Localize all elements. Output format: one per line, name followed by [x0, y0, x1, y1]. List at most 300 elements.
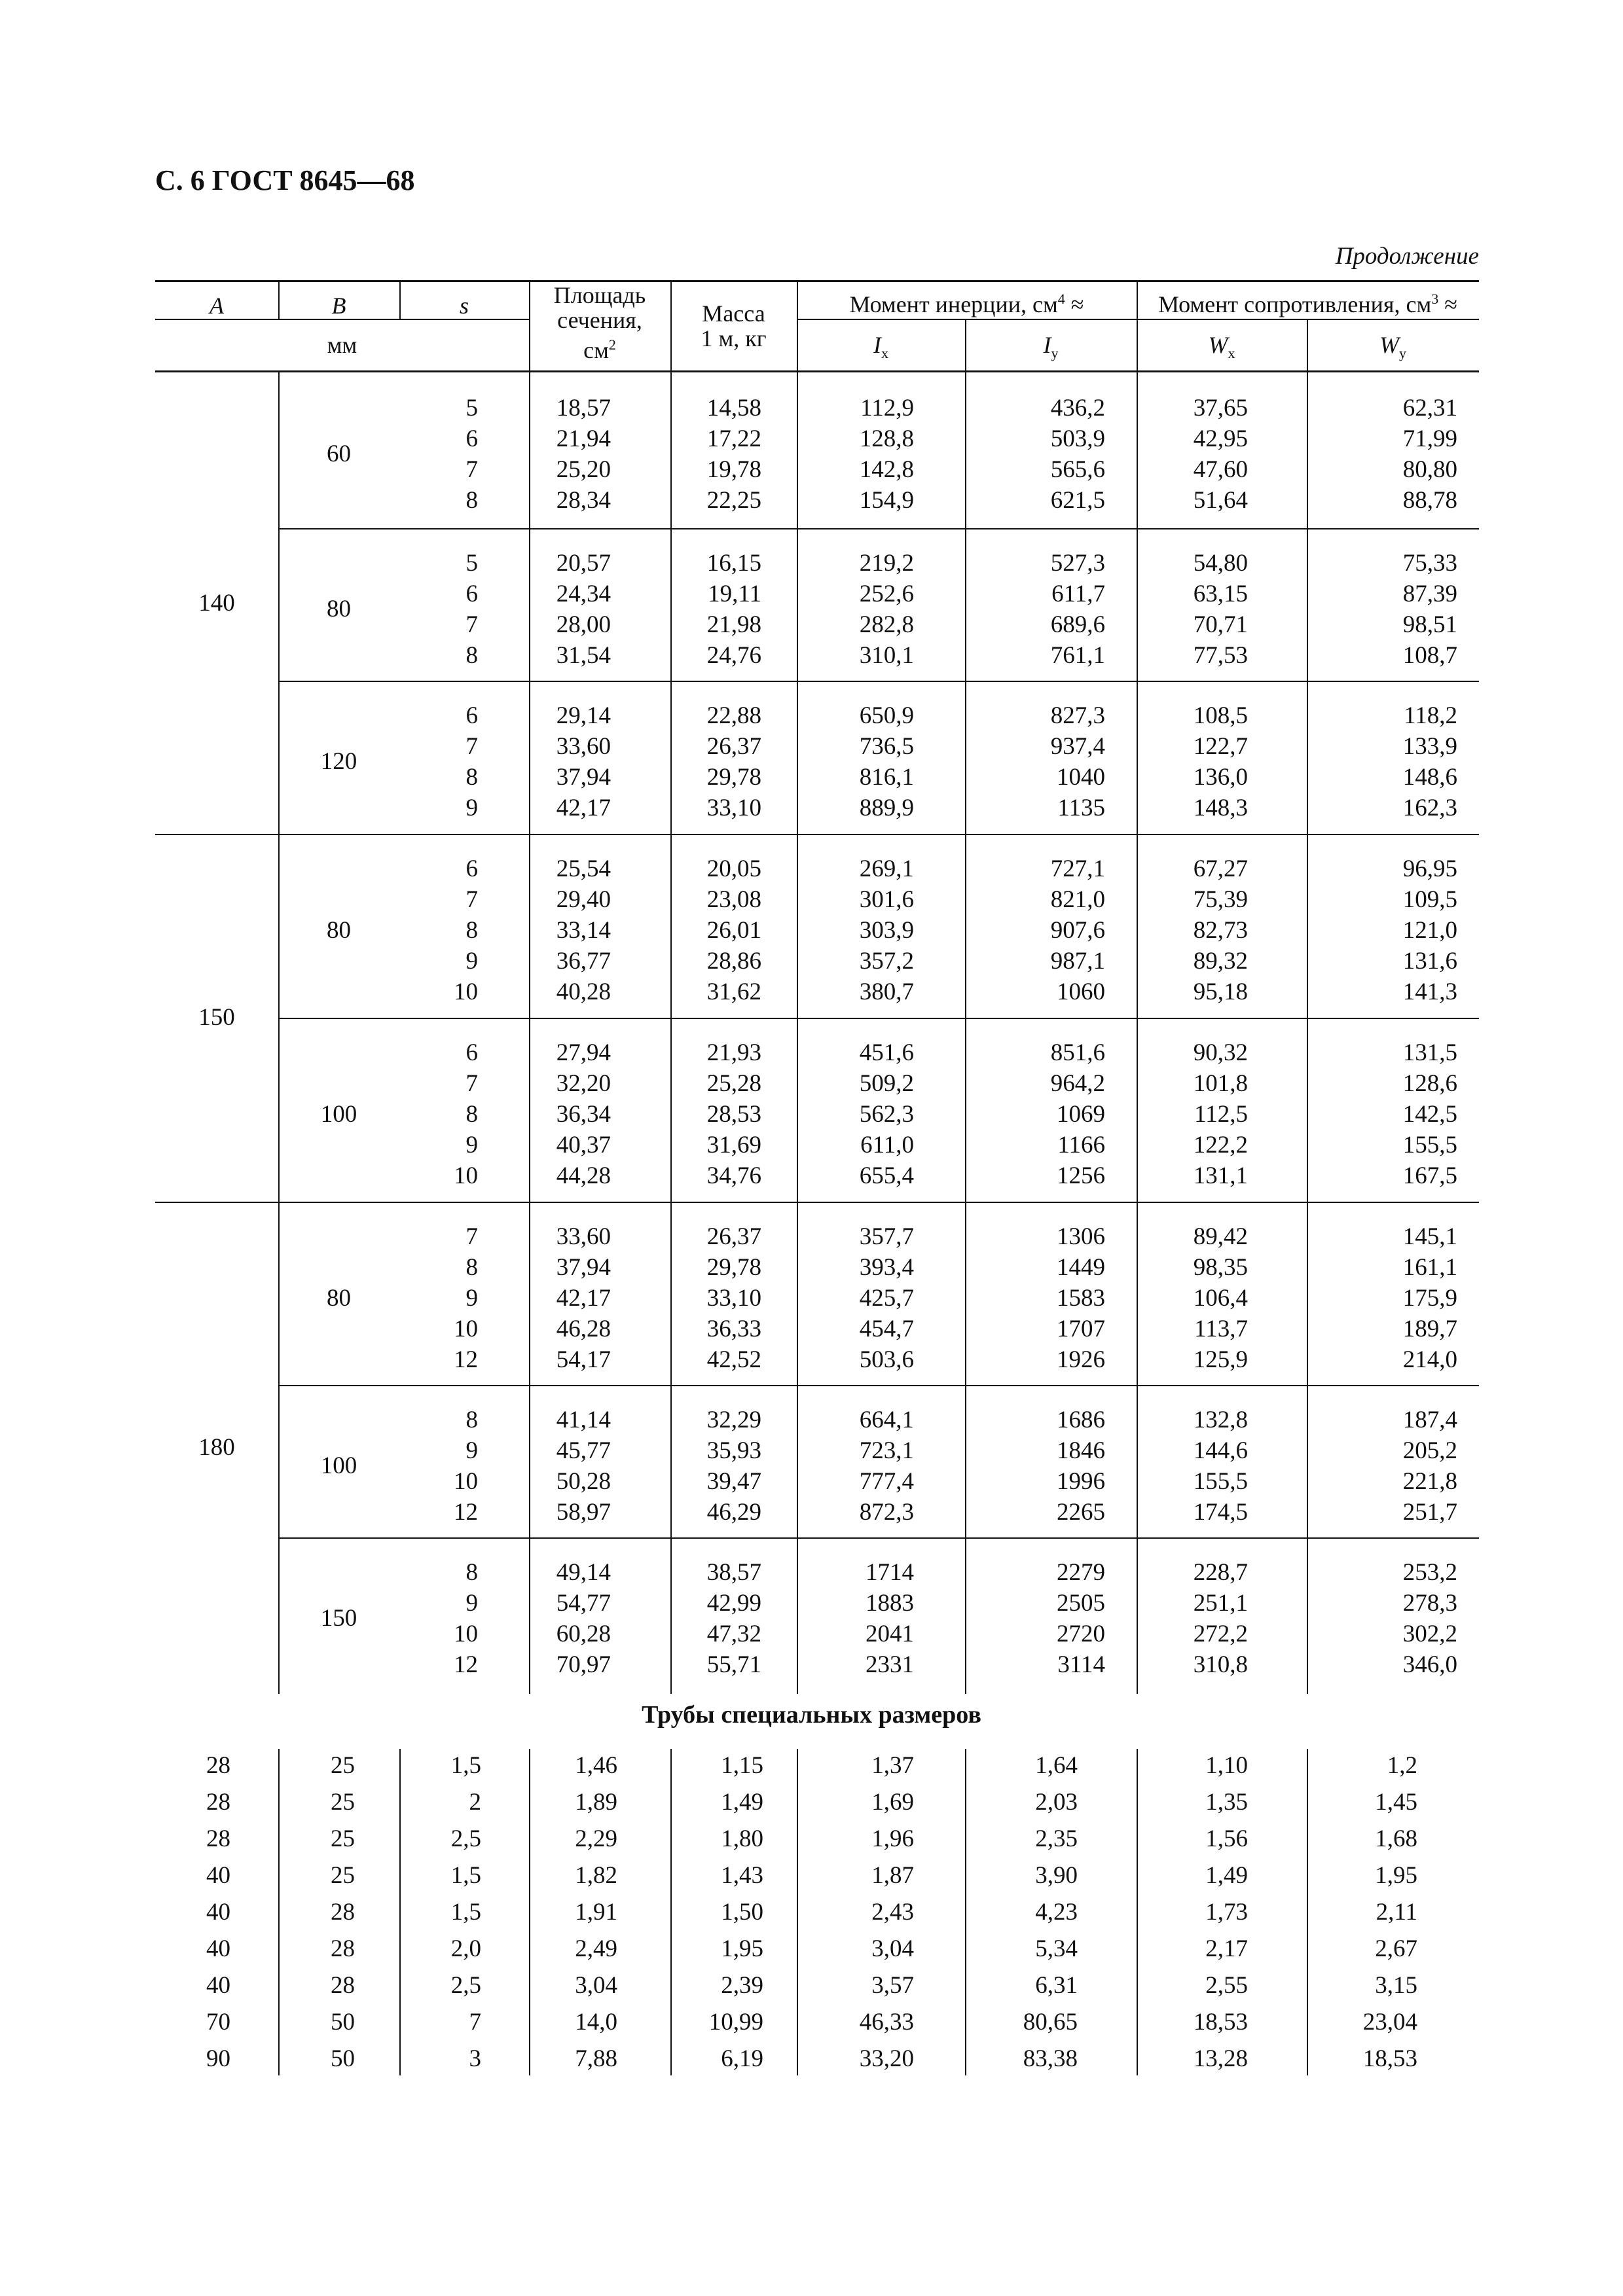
wx-values: [1194, 853, 1248, 1007]
area-values-value: 50,28: [556, 1468, 611, 1495]
area-values: [556, 1405, 611, 1528]
column-divider: [278, 370, 280, 1694]
header-top-rule: [155, 280, 1479, 282]
ix-values-value: 889,9: [859, 795, 914, 821]
area-values-value: 33,60: [556, 1223, 611, 1250]
a-value: 140: [198, 590, 235, 617]
s-value: 1,5: [450, 1862, 481, 1889]
wy-values: [1403, 853, 1457, 1007]
s-values-value: 8: [465, 642, 478, 669]
area-values-value: 37,94: [556, 1254, 611, 1281]
iy-values-value: 1707: [1057, 1316, 1105, 1342]
ix-values-value: 252,6: [859, 581, 914, 607]
area-values-value: 45,77: [556, 1437, 611, 1464]
col-a-header: [210, 293, 224, 318]
units-mm-header: мм: [327, 332, 357, 358]
s-values-value: 10: [454, 1621, 478, 1647]
b-value: 60: [327, 440, 351, 467]
s-values-value: 6: [465, 702, 478, 729]
area-values-value: 44,28: [556, 1162, 611, 1189]
iy-values-value: 1449: [1057, 1254, 1105, 1281]
iy-value: 80,65: [1023, 2009, 1078, 2036]
wx-values-value: 113,7: [1194, 1316, 1248, 1342]
s-values-value: 9: [465, 1437, 478, 1464]
ix-values-value: 142,8: [859, 456, 914, 483]
s-value: 2,5: [450, 1972, 481, 1999]
mass-values-value: 35,93: [706, 1437, 761, 1464]
area-value: 1,91: [575, 1899, 617, 1926]
area-values-value: 42,17: [556, 1285, 611, 1312]
iy-values: [1057, 1221, 1105, 1375]
b-value: 80: [327, 596, 351, 622]
mass-values-value: 31,62: [706, 978, 761, 1005]
mass-values-value: 29,78: [706, 764, 761, 791]
area-value: 2,29: [575, 1825, 617, 1852]
wy-values: [1403, 1037, 1457, 1191]
iy-values-value: 565,6: [1050, 456, 1105, 483]
area-values-value: 36,34: [556, 1101, 611, 1128]
wy-values-value: 141,3: [1402, 978, 1457, 1005]
mass-values-value: 22,88: [706, 702, 761, 729]
mass-value: 1,80: [721, 1825, 763, 1852]
area-value: 14,0: [575, 2009, 617, 2036]
a-value: 90: [206, 2045, 230, 2072]
wy-values: [1403, 700, 1457, 823]
ix-values-value: 736,5: [859, 733, 914, 760]
group-separator: [278, 528, 1479, 529]
iy-values-value: 1686: [1057, 1407, 1105, 1433]
wy-values: [1403, 548, 1457, 671]
mass-values-value: 28,86: [706, 948, 761, 975]
s-value: 1,5: [450, 1752, 481, 1779]
s-values-value: 8: [465, 1101, 478, 1128]
ix-values-value: 562,3: [859, 1101, 914, 1128]
wx-values-value: 98,35: [1193, 1254, 1248, 1281]
s-value: 2,5: [450, 1825, 481, 1852]
b-value: 120: [320, 748, 357, 775]
wx-values-value: 155,5: [1193, 1468, 1248, 1495]
wy-values-value: 121,0: [1402, 917, 1457, 944]
s-values-value: 10: [454, 1316, 478, 1342]
column-divider: [529, 1749, 530, 2075]
wx-values-value: 82,73: [1193, 917, 1248, 944]
iy-header: $I_y$: [1043, 332, 1059, 362]
ix-values: [860, 700, 914, 823]
iy-values-value: 987,1: [1050, 948, 1105, 975]
iy-values-value: 937,4: [1050, 733, 1105, 760]
wy-value: 2,67: [1375, 1935, 1417, 1962]
mass-values-value: 36,33: [706, 1316, 761, 1342]
header-divider: [965, 319, 966, 370]
mass-values-value: 25,28: [706, 1070, 761, 1097]
wx-values-value: 174,5: [1193, 1499, 1248, 1526]
wy-values-value: 253,2: [1402, 1559, 1457, 1586]
column-divider: [797, 1749, 798, 2075]
ix-values-value: 655,4: [859, 1162, 914, 1189]
ix-values-value: 1883: [866, 1590, 914, 1617]
area-values-value: 70,97: [556, 1651, 611, 1678]
iy-values-value: 1166: [1057, 1132, 1105, 1158]
ix-values-value: 269,1: [859, 855, 914, 882]
mass-values-value: 26,37: [706, 1223, 761, 1250]
wy-values-value: 148,6: [1402, 764, 1457, 791]
wy-values-value: 96,95: [1402, 855, 1457, 882]
s-values: [466, 548, 479, 671]
ix-values-value: 723,1: [859, 1437, 914, 1464]
mass-values: [707, 1221, 761, 1375]
wx-values-value: 51,64: [1193, 487, 1248, 514]
group-separator: [278, 681, 1479, 682]
iy-values-value: 1583: [1057, 1285, 1105, 1312]
ix-values-value: 509,2: [859, 1070, 914, 1097]
area-values-value: 29,40: [556, 886, 611, 913]
area-values-value: 36,77: [556, 948, 611, 975]
mass-values-value: 23,08: [706, 886, 761, 913]
mass-values-value: 42,99: [706, 1590, 761, 1617]
area-values-value: 37,94: [556, 764, 611, 791]
mass-values-value: 21,98: [706, 611, 761, 638]
mass-values-value: 33,10: [706, 795, 761, 821]
iy-values: [1057, 1557, 1105, 1680]
column-divider: [670, 370, 672, 1694]
s-values-value: 7: [465, 886, 478, 913]
wx-values: [1194, 1557, 1248, 1680]
area-values-value: 54,17: [556, 1346, 611, 1373]
area-value: 1,46: [575, 1752, 617, 1779]
page-header: С. 6 ГОСТ 8645—68: [155, 164, 415, 196]
ix-values-value: 301,6: [859, 886, 914, 913]
mass-values: [707, 1037, 761, 1191]
header-divider: [278, 280, 280, 319]
mass-value: 1,95: [721, 1935, 763, 1962]
s-values: [454, 1557, 478, 1680]
iy-values: [1051, 393, 1105, 516]
header-mid-rule-right: [797, 319, 1479, 320]
iy-values-value: 2720: [1057, 1621, 1105, 1647]
wx-values: [1194, 393, 1248, 516]
wy-values-value: 108,7: [1402, 642, 1457, 669]
iy-values-value: 621,5: [1050, 487, 1105, 514]
wy-values-value: 87,39: [1402, 581, 1457, 607]
iy-values-value: 1040: [1057, 764, 1105, 791]
mass-values-value: 16,15: [706, 550, 761, 577]
wy-value: 1,45: [1375, 1789, 1417, 1816]
wy-values-value: 142,5: [1402, 1101, 1457, 1128]
wy-values-value: 302,2: [1402, 1621, 1457, 1647]
wy-values-value: 189,7: [1402, 1316, 1457, 1342]
area-value: 1,89: [575, 1789, 617, 1816]
a-value: 28: [206, 1789, 230, 1816]
iy-value: 4,23: [1035, 1899, 1078, 1926]
ix-value: 2,43: [871, 1899, 914, 1926]
wx-values-value: 67,27: [1193, 855, 1248, 882]
b-value: 28: [331, 1935, 355, 1962]
ix-value: 33,20: [859, 2045, 914, 2072]
wx-values-value: 122,2: [1193, 1132, 1248, 1158]
area-values-value: 54,77: [556, 1590, 611, 1617]
ix-values-value: 503,6: [859, 1346, 914, 1373]
ix-values-value: 611,0: [860, 1132, 914, 1158]
resistance-header: Момент сопротивления, $см^3$ ≈: [1158, 291, 1458, 317]
iy-values-value: 1846: [1057, 1437, 1105, 1464]
wy-values-value: 71,99: [1402, 425, 1457, 452]
wx-value: 1,49: [1205, 1862, 1248, 1889]
wy-values-value: 278,3: [1402, 1590, 1457, 1617]
wy-value: 1,95: [1375, 1862, 1417, 1889]
group-separator: [278, 1537, 1479, 1539]
ix-values-value: 128,8: [859, 425, 914, 452]
wx-values-value: 310,8: [1193, 1651, 1248, 1678]
mass-values-value: 26,37: [706, 733, 761, 760]
ix-value: 1,37: [871, 1752, 914, 1779]
area-values-value: 25,20: [556, 456, 611, 483]
ix-values: [860, 548, 914, 671]
ix-values-value: 310,1: [859, 642, 914, 669]
s-values-value: 8: [465, 1559, 478, 1586]
s-values-value: 7: [465, 611, 478, 638]
ix-value: 1,69: [871, 1789, 914, 1816]
area-values-value: 24,34: [556, 581, 611, 607]
column-divider: [399, 1749, 401, 2075]
ix-values: [860, 1405, 914, 1528]
wx-values-value: 101,8: [1193, 1070, 1248, 1097]
wy-values-value: 109,5: [1402, 886, 1457, 913]
col-a-label: A: [210, 293, 224, 319]
s-values-value: 9: [465, 795, 478, 821]
wy-values: [1403, 1557, 1457, 1680]
iy-values-value: 1060: [1057, 978, 1105, 1005]
ix-value: 3,57: [871, 1972, 914, 1999]
mass-values-value: 55,71: [706, 1651, 761, 1678]
area-values-value: 20,57: [556, 550, 611, 577]
ix-values-value: 393,4: [859, 1254, 914, 1281]
wx-values-value: 89,32: [1193, 948, 1248, 975]
wy-values-value: 161,1: [1402, 1254, 1457, 1281]
s-values-value: 10: [454, 1162, 478, 1189]
iy-values-value: 2265: [1057, 1499, 1105, 1526]
a-value: 28: [206, 1825, 230, 1852]
wx-values-value: 63,15: [1193, 581, 1248, 607]
mass-values-value: 32,29: [706, 1407, 761, 1433]
area-values: [556, 393, 611, 516]
wy-values-value: 75,33: [1402, 550, 1457, 577]
ix-values-value: 1714: [866, 1559, 914, 1586]
mass-values-value: 19,11: [708, 581, 761, 607]
inertia-header: Момент инерции, $см^4$ ≈: [849, 291, 1084, 317]
s-values-value: 6: [465, 1039, 478, 1066]
iy-values: [1057, 1405, 1105, 1528]
a-value: 40: [206, 1935, 230, 1962]
iy-values-value: 727,1: [1050, 855, 1105, 882]
mass-value: 1,15: [721, 1752, 763, 1779]
s-values-value: 10: [454, 1468, 478, 1495]
area-values: [556, 700, 611, 823]
wy-values-value: 162,3: [1402, 795, 1457, 821]
iy-value: 3,90: [1035, 1862, 1078, 1889]
s-values-value: 6: [465, 855, 478, 882]
ix-values: [866, 1557, 914, 1680]
iy-values-value: 1926: [1057, 1346, 1105, 1373]
a-group-separator: [155, 834, 1479, 835]
mass-values-value: 39,47: [706, 1468, 761, 1495]
header-divider: [1307, 319, 1308, 370]
iy-values-value: 851,6: [1050, 1039, 1105, 1066]
column-divider: [1137, 1749, 1138, 2075]
special-sizes-title: Трубы специальных размеров: [642, 1701, 981, 1729]
b-value: 25: [331, 1752, 355, 1779]
col-s-header: [460, 293, 469, 318]
mass-values: [707, 393, 761, 516]
column-divider: [965, 370, 966, 1694]
wy-value: 1,68: [1375, 1825, 1417, 1852]
ix-values-value: 2041: [866, 1621, 914, 1647]
wy-values-value: 167,5: [1402, 1162, 1457, 1189]
iy-values-value: 821,0: [1050, 886, 1105, 913]
ix-values-value: 664,1: [859, 1407, 914, 1433]
wx-values-value: 125,9: [1193, 1346, 1248, 1373]
area-values-value: 33,14: [556, 917, 611, 944]
mass-value: 6,19: [721, 2045, 763, 2072]
mass-values-value: 17,22: [706, 425, 761, 452]
a-value: 70: [206, 2009, 230, 2036]
wx-values-value: 112,5: [1194, 1101, 1248, 1128]
s-value: 2,0: [450, 1935, 481, 1962]
mass-values: [707, 1405, 761, 1528]
wy-values-value: 88,78: [1402, 487, 1457, 514]
s-values-value: 5: [465, 395, 478, 422]
s-values-value: 9: [465, 1132, 478, 1158]
wy-values-value: 62,31: [1402, 395, 1457, 422]
s-value: 1,5: [450, 1899, 481, 1926]
area-value: 3,04: [575, 1972, 617, 1999]
iy-value: 1,64: [1035, 1752, 1078, 1779]
col-s-label: s: [459, 293, 469, 319]
wx-values-value: 108,5: [1193, 702, 1248, 729]
area-value: 2,49: [575, 1935, 617, 1962]
wx-values: [1194, 1037, 1248, 1191]
ix-values: [860, 853, 914, 1007]
s-values-value: 7: [465, 733, 478, 760]
area-values: [556, 548, 611, 671]
wy-value: 1,2: [1387, 1752, 1417, 1779]
s-values: [466, 700, 479, 823]
wx-values-value: 47,60: [1193, 456, 1248, 483]
ix-values-value: 425,7: [859, 1285, 914, 1312]
header-divider: [1137, 280, 1138, 370]
area-values-value: 40,28: [556, 978, 611, 1005]
wx-values-value: 136,0: [1193, 764, 1248, 791]
b-value: 25: [331, 1825, 355, 1852]
s-values-value: 7: [465, 1223, 478, 1250]
b-value: 80: [327, 1284, 351, 1312]
wx-values-value: 54,80: [1193, 550, 1248, 577]
wy-value: 23,04: [1362, 2009, 1417, 2036]
wy-values-value: 221,8: [1402, 1468, 1457, 1495]
area-values: [556, 1037, 611, 1191]
iy-values: [1051, 548, 1105, 671]
ix-value: 46,33: [859, 2009, 914, 2036]
ix-values-value: 357,7: [859, 1223, 914, 1250]
area-values: [556, 853, 611, 1007]
wx-value: 18,53: [1193, 2009, 1248, 2036]
wx-values-value: 70,71: [1193, 611, 1248, 638]
column-divider: [529, 370, 530, 1694]
mass-values-value: 38,57: [706, 1559, 761, 1586]
mass-values-value: 19,78: [706, 456, 761, 483]
mass-values-value: 42,52: [706, 1346, 761, 1373]
mass-values-value: 26,01: [706, 917, 761, 944]
mass-value: 2,39: [721, 1972, 763, 1999]
s-values: [454, 1037, 478, 1191]
header-divider: [797, 280, 798, 370]
s-values-value: 8: [465, 1407, 478, 1433]
iy-values-value: 1256: [1057, 1162, 1105, 1189]
continuation-label: Продолжение: [1335, 243, 1479, 270]
mass-header: Масса 1 м, кг: [701, 300, 767, 351]
s-values-value: 10: [454, 978, 478, 1005]
iy-values-value: 2505: [1057, 1590, 1105, 1617]
s-values-value: 6: [465, 581, 478, 607]
iy-values-value: 2279: [1057, 1559, 1105, 1586]
ix-values-value: 650,9: [859, 702, 914, 729]
iy-value: 2,03: [1035, 1789, 1078, 1816]
iy-values: [1051, 700, 1105, 823]
s-values: [454, 853, 478, 1007]
column-divider: [1137, 370, 1138, 1694]
wy-values: [1403, 1405, 1457, 1528]
wx-values-value: 131,1: [1193, 1162, 1248, 1189]
header-divider: [670, 280, 672, 370]
ix-values-value: 2331: [866, 1651, 914, 1678]
b-value: 50: [331, 2009, 355, 2036]
iy-values-value: 761,1: [1050, 642, 1105, 669]
s-values-value: 8: [465, 487, 478, 514]
mass-values-value: 28,53: [706, 1101, 761, 1128]
ix-values-value: 872,3: [859, 1499, 914, 1526]
s-values: [454, 1221, 478, 1375]
ix-values-value: 777,4: [859, 1468, 914, 1495]
wx-value: 1,10: [1205, 1752, 1248, 1779]
s-values: [454, 1405, 478, 1528]
b-value: 28: [331, 1972, 355, 1999]
area-values-value: 33,60: [556, 733, 611, 760]
wy-values: [1403, 1221, 1457, 1375]
area-values-value: 29,14: [556, 702, 611, 729]
group-separator: [278, 1385, 1479, 1386]
ix-values-value: 451,6: [859, 1039, 914, 1066]
wy-value: 2,11: [1376, 1899, 1417, 1926]
column-divider: [965, 1749, 966, 2075]
area-values-value: 25,54: [556, 855, 611, 882]
ix-values-value: 303,9: [859, 917, 914, 944]
iy-value: 2,35: [1035, 1825, 1078, 1852]
area-values-value: 41,14: [556, 1407, 611, 1433]
header-mid-rule-left: [155, 319, 529, 320]
ix-values: [860, 1037, 914, 1191]
area-values-value: 60,28: [556, 1621, 611, 1647]
wx-values-value: 37,65: [1193, 395, 1248, 422]
ix-values-value: 380,7: [859, 978, 914, 1005]
iy-value: 5,34: [1035, 1935, 1078, 1962]
wy-values-value: 80,80: [1402, 456, 1457, 483]
b-value: 80: [327, 916, 351, 944]
iy-values-value: 1996: [1057, 1468, 1105, 1495]
wy-header: $W_y$: [1379, 332, 1406, 362]
mass-values-value: 33,10: [706, 1285, 761, 1312]
wy-values-value: 251,7: [1402, 1499, 1457, 1526]
area-values-value: 42,17: [556, 795, 611, 821]
b-value: 25: [331, 1862, 355, 1889]
